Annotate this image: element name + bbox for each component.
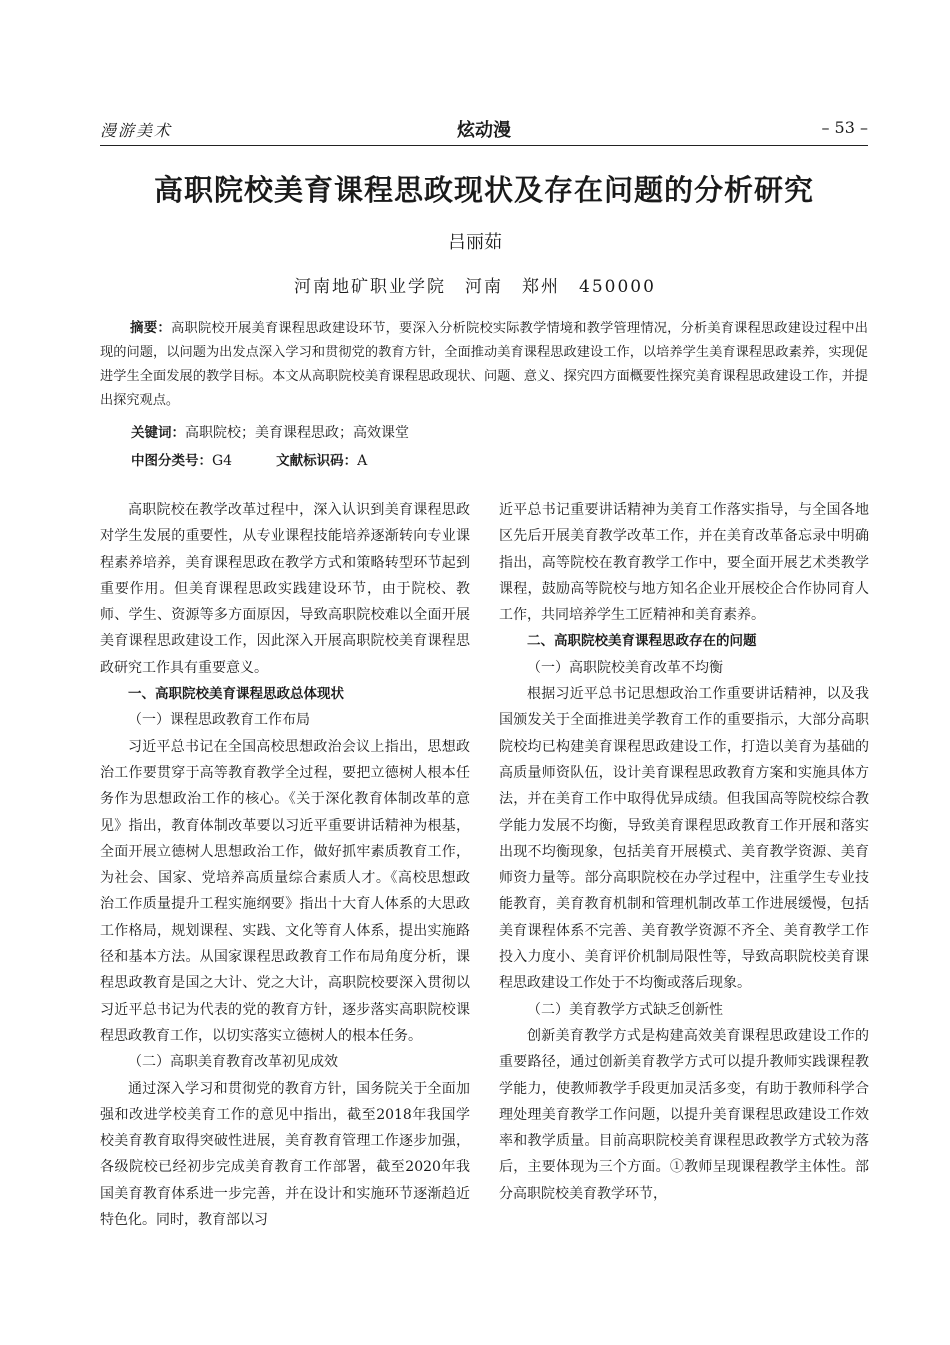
section-heading: 二、高职院校美育课程思政存在的问题 [527,633,757,650]
right-column [499,497,869,1207]
body-paragraph: 高职院校在教学改革过程中，深入认识到美育课程思政对学生发展的重要性，从专业课程技能培养逐渐转向专业课程素养培养，美育课程思政在教学方式和策略转型环节起到重要作用。但美育课程思政实践建设环节，由于院校、教师、学生、资源等多方面原因，导致高职院校难以全面开展美育课程思政建设工作，因此深入开展高职院校美育课程思政研究工作具有重要意义。 [100,502,470,676]
classification [131,449,367,469]
left-column [100,497,470,1233]
header-rule [100,145,868,146]
body-paragraph: 通过深入学习和贯彻党的教育方针，国务院关于全面加强和改进学校美育工作的意见中指出，截至2018年我国学校美育教育取得突破性进展，美育教育管理工作逐步加强，各级院校已经初步完成美育教育工作部署，截至2020年我国美育教育体系进一步完善，并在设计和实施环节逐渐趋近特色化。同时，教育部以习 [100,1080,470,1229]
keywords-text: 高职院校；美育课程思政；高效课堂 [185,425,409,441]
author-name: 吕丽茹 [448,232,502,253]
page-number: – 53 – [821,118,868,137]
clc-label: 中图分类号： [131,453,212,469]
subsection-heading: （二）美育教学方式缺乏创新性 [527,1001,723,1018]
abstract-label: 摘要： [130,320,172,336]
article-title: 高职院校美育课程思政现状及存在问题的分析研究 [153,173,814,207]
keywords [131,421,409,442]
abstract-text: 高职院校开展美育课程思政建设环节，要深入分析院校实际教学情境和教学管理情况，分析美育课程思政建设过程中出现的问题，以问题为出发点深入学习和贯彻党的教育方针，全面推动美育课程思政建设工作，以培养学生美育课程思政素养，实现促进学生全面发展的教学目标。本文从高职院校美育课程思政现状、问题、意义、探究四方面概要性探究美育课程思政建设工作，并提出探究观点。 [100,321,868,408]
author-affiliation: 河南地矿职业学院 河南 郑州 450000 [294,277,656,297]
doc-code-label: 文献标识码： [276,453,358,469]
subsection-heading: （一）高职院校美育改革不均衡 [527,659,723,676]
body-paragraph: 近平总书记重要讲话精神为美育工作落实指导，与全国各地区先后开展美育教学改革工作，并在美育改革备忘录中明确指出，高等院校在教育教学工作中，要全面开展艺术类教学课程，鼓励高等院校与地方知名企业开展校企合作协同育人工作，共同培养学生工匠精神和美育素养。 [499,502,869,624]
running-header [100,118,868,146]
section-heading: 一、高职院校美育课程思政总体现状 [128,686,344,703]
subsection-heading: （一）课程思政教育工作布局 [128,712,310,729]
body-paragraph: 创新美育教学方式是构建高效美育课程思政建设工作的重要路径，通过创新美育教学方式可以提升教师实践课程教学能力，使教师教学手段更加灵活多变，有助于教师科学合理处理美育教学工作问题，以提升美育课程思政建设工作效率和教学质量。目前高职院校美育课程思政教学方式较为落后，主要体现为三个方面。①教师呈现课程教学主体性。部分高职院校美育教学环节， [499,1027,869,1202]
abstract [100,316,868,413]
clc-value: G4 [212,453,233,469]
keywords-label: 关键词： [131,425,185,441]
subsection-heading: （二）高职美育教育改革初见成效 [128,1054,338,1071]
journal-name: 漫游美术 [100,121,173,140]
body-paragraph: 习近平总书记在全国高校思想政治会议上指出，思想政治工作要贯穿于高等教育教学全过程，要把立德树人根本任务作为思想政治工作的核心。《关于深化教育体制改革的意见》指出，教育体制改革要以习近平重要讲话精神为根基，全面开展立德树人思想政治工作，做好抓牢素质教育工作，为社会、国家、党培养高质量综合素质人才。《高校思想政治工作质量提升工程实施纲要》指出十大育人体系的大思政工作格局，规划课程、实践、文化等育人体系，提出实施路径和基本方法。从国家课程思政教育工作布局角度分析，课程思政教育是国之大计、党之大计，高职院校要深入贯彻以习近平总书记为代表的党的教育方针，逐步落实高职院校课程思政教育工作，以切实落实立德树人的根本任务。 [100,738,470,1044]
body-paragraph: 根据习近平总书记思想政治工作重要讲话精神，以及我国颁发关于全面推进美学教育工作的重要指示，大部分高职院校均已构建美育课程思政建设工作，打造以美育为基础的高质量师资队伍，设计美育课程思政教育方案和实施具体方法，并在美育工作中取得优异成绩。但我国高等院校综合教学能力发展不均衡，导致美育课程思政教育工作开展和落实出现不均衡现象，包括美育开展模式、美育教学资源、美育师资力量等。部分高职院校在办学过程中，注重学生专业技能教育，美育教育机制和管理机制改革工作进展缓慢，包括美育课程体系不完善、美育教学资源不齐全、美育教学工作投入力度小、美育评价机制局限性等，导致高职院校美育课程思政建设工作处于不均衡或落后现象。 [499,686,869,992]
doc-code-value: A [357,453,368,469]
section-name: 炫动漫 [457,120,511,141]
